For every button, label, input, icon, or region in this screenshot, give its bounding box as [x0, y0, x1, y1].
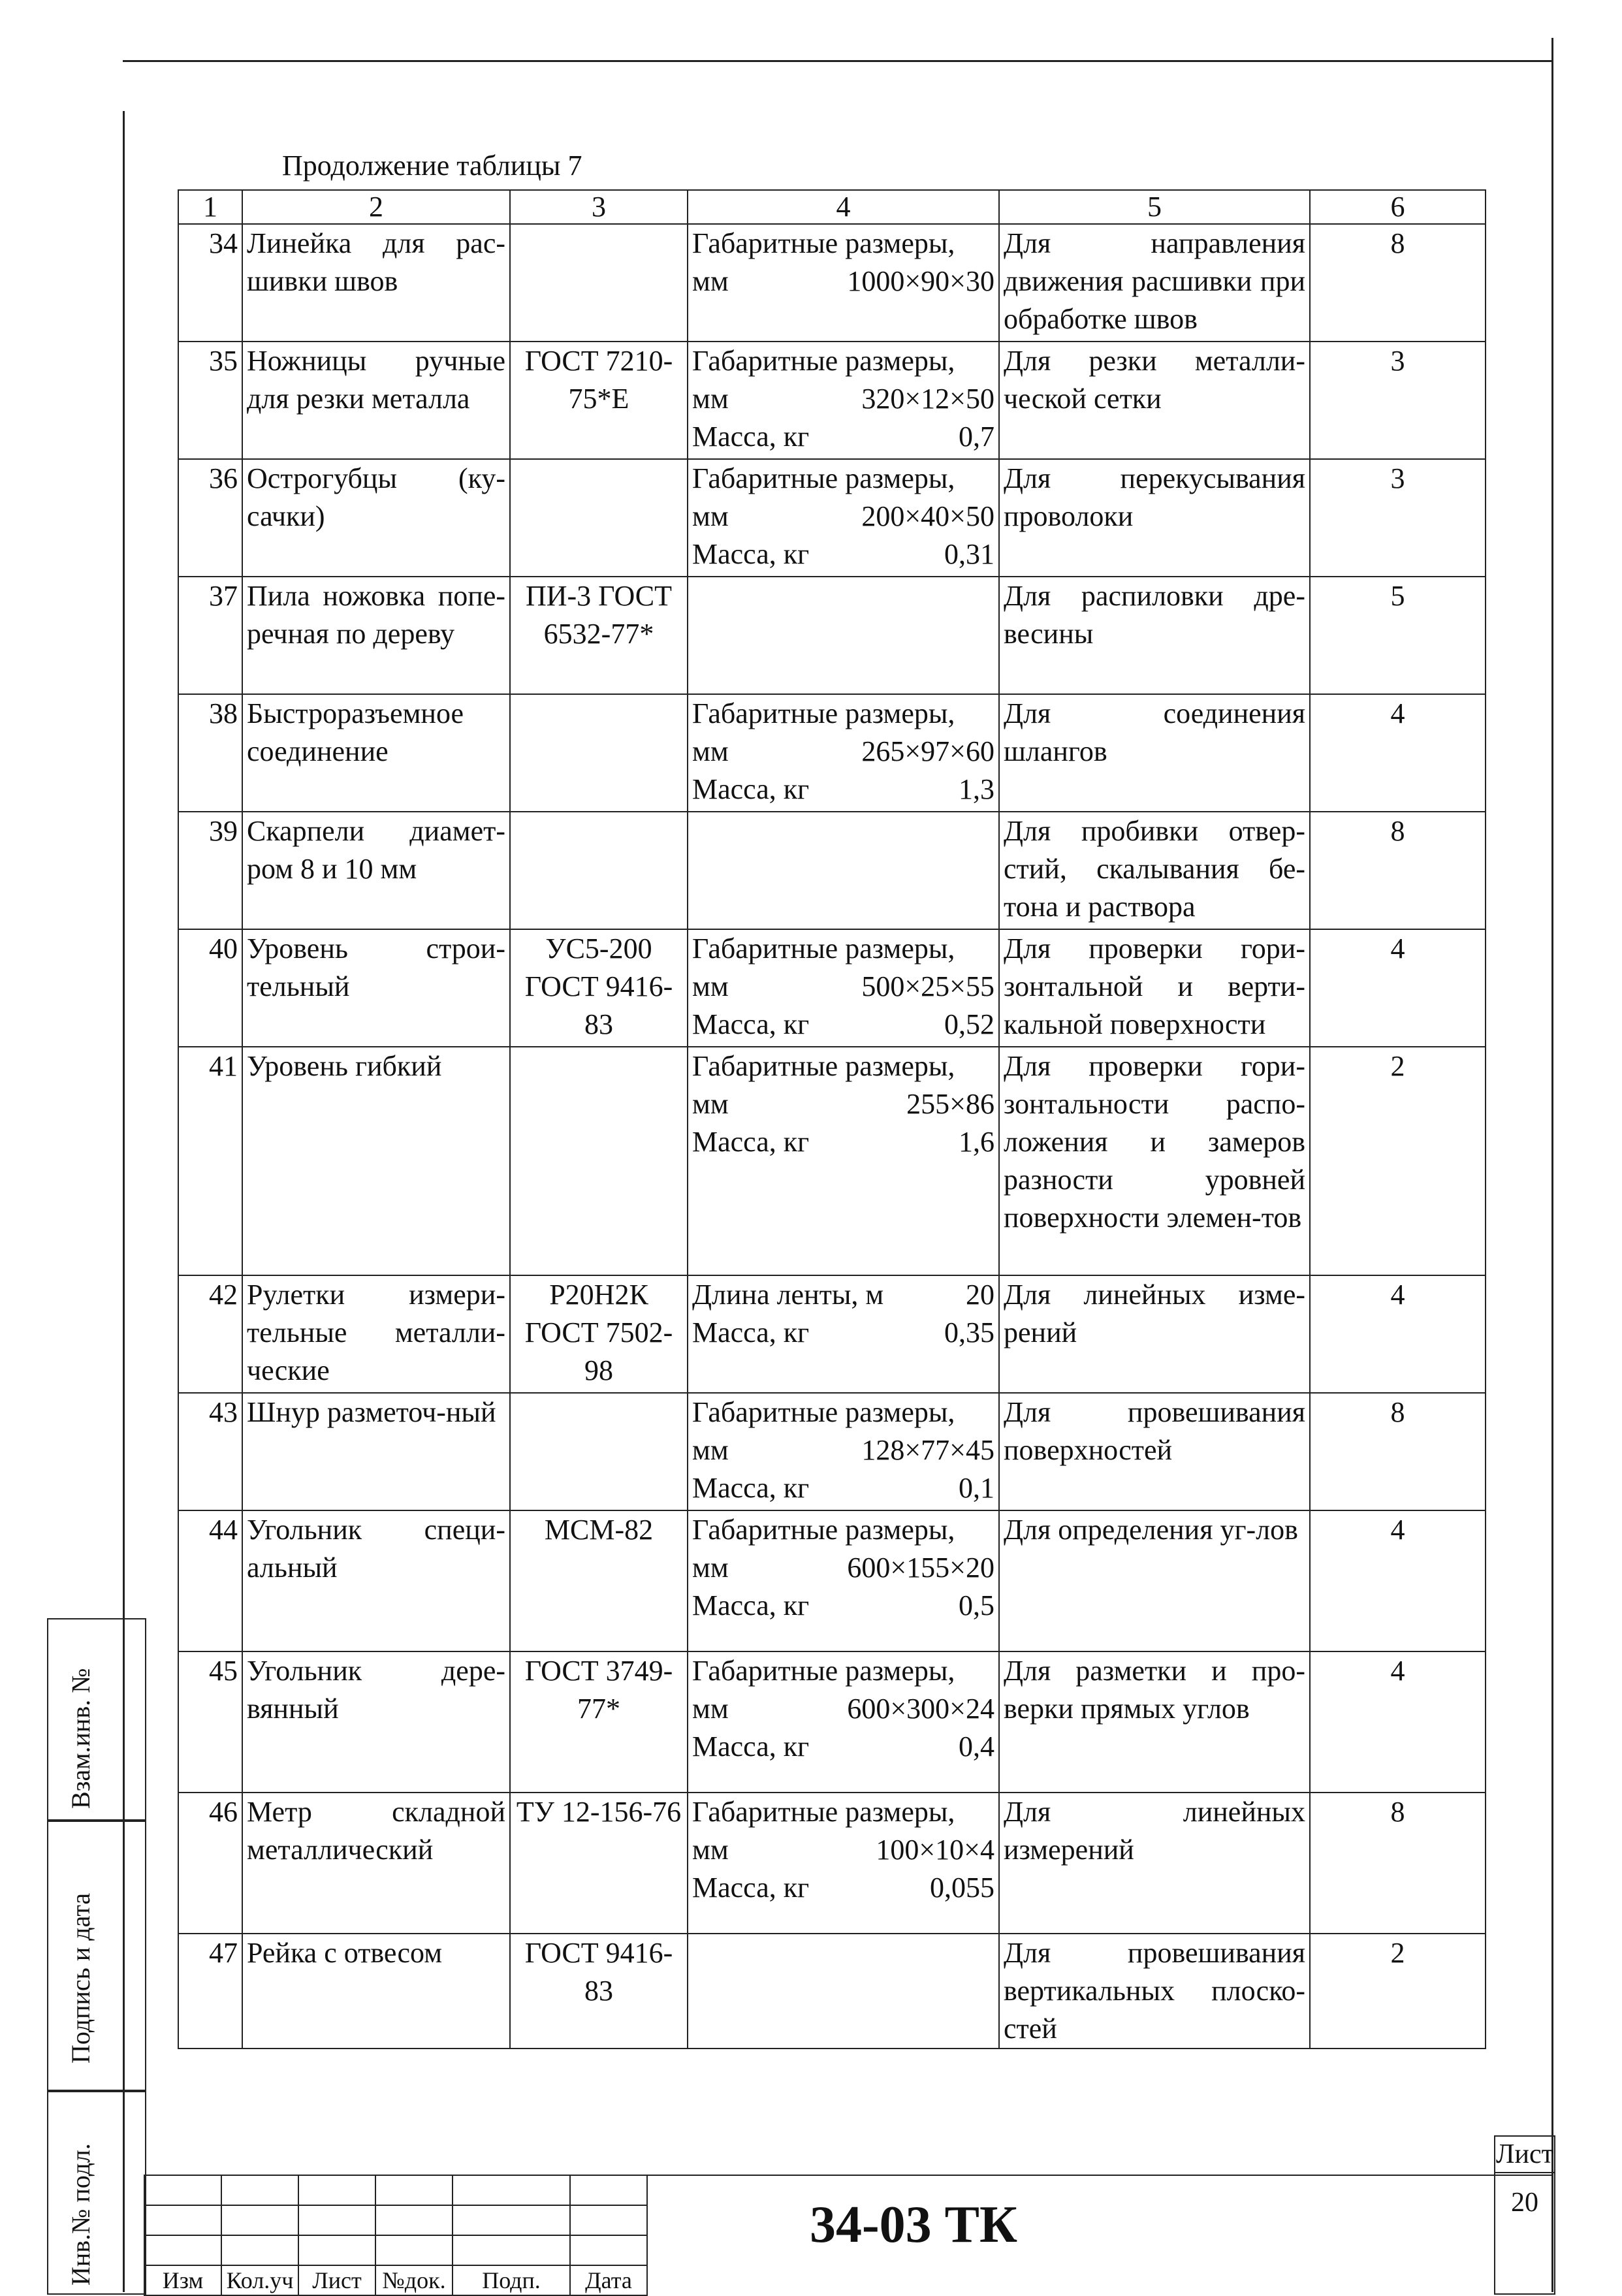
row-quantity-cell: 4	[1310, 1275, 1486, 1393]
param-label: Масса, кг	[692, 1730, 810, 1762]
row-number-cell: 45	[178, 1651, 242, 1793]
row-standard-cell: УС5-200 ГОСТ 9416-83	[510, 929, 688, 1047]
param-value: 265×97×60	[861, 735, 994, 767]
param-line	[692, 1123, 994, 1161]
row-params-cell	[688, 342, 999, 459]
table-row	[178, 1275, 1486, 1393]
header-cell: 1	[178, 190, 242, 224]
title-block-top-line	[144, 2175, 1553, 2176]
param-line	[692, 1869, 994, 1907]
param-line	[692, 968, 994, 1006]
row-standard-cell: ГОСТ 3749-77*	[510, 1651, 688, 1793]
param-label: мм	[692, 1693, 729, 1725]
param-value: 0,52	[944, 1008, 994, 1040]
row-purpose-cell: Для направления движения расшивки при обработке швов	[999, 224, 1310, 342]
param-line	[692, 498, 994, 535]
param-line	[692, 1469, 994, 1507]
param-label: Масса, кг	[692, 773, 810, 805]
side-label-replace-inv: Взам.инв. №	[66, 1668, 95, 1809]
param-value: 0,055	[930, 1872, 994, 1904]
row-name-cell: Угольник специ-альный	[242, 1510, 510, 1651]
param-label: мм	[692, 500, 729, 532]
param-line	[692, 342, 994, 380]
table-row	[178, 694, 1486, 812]
table-header-row	[178, 190, 1486, 224]
header-cell: 6	[1310, 190, 1486, 224]
row-params-cell	[688, 812, 999, 929]
param-label: Габаритные размеры,	[692, 227, 955, 259]
row-quantity-cell: 4	[1310, 929, 1486, 1047]
param-label: мм	[692, 1834, 729, 1866]
row-quantity-cell: 4	[1310, 1510, 1486, 1651]
header-cell: 2	[242, 190, 510, 224]
param-value: 0,35	[944, 1316, 994, 1348]
param-value: 1,3	[959, 773, 994, 805]
param-line	[692, 1431, 994, 1469]
row-number-cell: 42	[178, 1275, 242, 1393]
row-standard-cell	[510, 459, 688, 577]
param-line	[692, 1549, 994, 1587]
param-label: мм	[692, 1088, 729, 1120]
row-name-cell: Угольник дере-вянный	[242, 1651, 510, 1793]
table-row	[178, 1934, 1486, 2049]
row-name-cell: Линейка для рас-шивки швов	[242, 224, 510, 342]
param-value: 200×40×50	[861, 500, 994, 532]
row-name-cell: Уровень строи-тельный	[242, 929, 510, 1047]
row-name-cell: Рулетки измери-тельные металли-ческие	[242, 1275, 510, 1393]
row-standard-cell: Р20Н2К ГОСТ 7502-98	[510, 1275, 688, 1393]
side-label-signature: Подпись и дата	[66, 1892, 95, 2064]
row-standard-cell: ПИ-3 ГОСТ 6532-77*	[510, 577, 688, 694]
row-standard-cell	[510, 812, 688, 929]
row-purpose-cell: Для линейных измерений	[999, 1793, 1310, 1934]
param-label: Длина ленты, м	[692, 1279, 884, 1311]
table-row	[178, 459, 1486, 577]
document-code: 34-03 ТК	[810, 2196, 1018, 2254]
param-line	[692, 1314, 994, 1352]
param-label: Масса, кг	[692, 421, 810, 453]
row-params-cell	[688, 1793, 999, 1934]
sheet-label: Лист	[1495, 2137, 1554, 2173]
param-value: 255×86	[906, 1088, 994, 1120]
row-params-cell	[688, 694, 999, 812]
row-purpose-cell: Для проверки гори-зонтальной и верти-кальной поверхности	[999, 929, 1310, 1047]
table-row	[178, 1393, 1486, 1510]
row-quantity-cell: 4	[1310, 1651, 1486, 1793]
param-line	[692, 263, 994, 300]
param-line	[692, 1652, 994, 1690]
param-label: Габаритные размеры,	[692, 933, 955, 965]
row-params-cell	[688, 1393, 999, 1510]
param-value: 600×155×20	[847, 1552, 994, 1584]
param-value: 100×10×4	[876, 1834, 994, 1866]
param-value: 0,5	[959, 1589, 994, 1621]
param-line	[692, 1276, 994, 1314]
row-quantity-cell: 8	[1310, 812, 1486, 929]
row-params-cell	[688, 1934, 999, 2049]
row-number-cell: 47	[178, 1934, 242, 2049]
param-line	[692, 535, 994, 573]
row-number-cell: 41	[178, 1047, 242, 1275]
param-label: мм	[692, 1552, 729, 1584]
param-label: Габаритные размеры,	[692, 1050, 955, 1082]
row-purpose-cell: Для проверки гори-зонтальности распо-ложения и замеров разности уровней поверхности элемен-тов	[999, 1047, 1310, 1275]
param-label: Габаритные размеры,	[692, 1396, 955, 1428]
param-label: мм	[692, 1434, 729, 1466]
param-label: Масса, кг	[692, 1008, 810, 1040]
row-number-cell: 35	[178, 342, 242, 459]
row-name-cell: Пила ножовка попе-речная по дереву	[242, 577, 510, 694]
revision-grid	[144, 2175, 648, 2296]
param-label: Габаритные размеры,	[692, 697, 955, 729]
col-kol-uch: Кол.уч	[221, 2265, 298, 2295]
table-row	[178, 1047, 1486, 1275]
param-value: 1000×90×30	[847, 265, 994, 297]
row-name-cell: Уровень гибкий	[242, 1047, 510, 1275]
row-purpose-cell: Для определения уг-лов	[999, 1510, 1310, 1651]
row-params-cell	[688, 577, 999, 694]
param-line	[692, 771, 994, 808]
row-standard-cell: МСМ-82	[510, 1510, 688, 1651]
param-value: 600×300×24	[847, 1693, 994, 1725]
param-value: 0,31	[944, 538, 994, 570]
row-params-cell	[688, 1047, 999, 1275]
param-label: Масса, кг	[692, 1472, 810, 1504]
col-date: Дата	[570, 2265, 647, 2295]
side-box-inv-no	[47, 2090, 146, 2295]
sheet-number: 20	[1511, 2188, 1538, 2218]
param-label: мм	[692, 970, 729, 1002]
row-number-cell: 44	[178, 1510, 242, 1651]
param-line	[692, 1085, 994, 1123]
table-row	[178, 224, 1486, 342]
side-box-signature	[47, 1819, 146, 2092]
side-label-inv-no: Инв.№ подл.	[66, 2143, 95, 2286]
frame-top-border	[123, 60, 1553, 62]
param-line	[692, 733, 994, 771]
table-row	[178, 1793, 1486, 1934]
param-label: Габаритные размеры,	[692, 1514, 955, 1546]
row-quantity-cell: 3	[1310, 459, 1486, 577]
row-standard-cell	[510, 1393, 688, 1510]
param-line	[692, 1728, 994, 1766]
param-value: 500×25×55	[861, 970, 994, 1002]
header-cell: 5	[999, 190, 1310, 224]
row-number-cell: 38	[178, 694, 242, 812]
sheet-box	[1494, 2135, 1555, 2295]
row-quantity-cell: 3	[1310, 342, 1486, 459]
row-number-cell: 40	[178, 929, 242, 1047]
param-line	[692, 1511, 994, 1549]
table-row	[178, 1510, 1486, 1651]
table-row	[178, 929, 1486, 1047]
row-params-cell	[688, 224, 999, 342]
row-name-cell: Метр складной металлический	[242, 1793, 510, 1934]
col-izm: Изм	[144, 2265, 221, 2295]
param-label: Габаритные размеры,	[692, 345, 955, 377]
row-purpose-cell: Для перекусывания проволоки	[999, 459, 1310, 577]
row-number-cell: 46	[178, 1793, 242, 1934]
param-value: 0,1	[959, 1472, 994, 1504]
row-number-cell: 43	[178, 1393, 242, 1510]
row-quantity-cell: 8	[1310, 224, 1486, 342]
row-quantity-cell: 2	[1310, 1047, 1486, 1275]
side-box-replace-inv	[47, 1618, 146, 1822]
row-quantity-cell: 8	[1310, 1793, 1486, 1934]
param-line	[692, 1690, 994, 1728]
param-line	[692, 225, 994, 263]
table-row	[178, 1651, 1486, 1793]
param-label: мм	[692, 735, 729, 767]
param-label: Масса, кг	[692, 1316, 810, 1348]
param-value: 128×77×45	[861, 1434, 994, 1466]
param-value: 320×12×50	[861, 383, 994, 415]
row-quantity-cell: 8	[1310, 1393, 1486, 1510]
row-name-cell: Быстроразъемное соединение	[242, 694, 510, 812]
param-line	[692, 380, 994, 418]
row-params-cell	[688, 1275, 999, 1393]
equipment-table	[178, 189, 1486, 2049]
row-number-cell: 36	[178, 459, 242, 577]
param-line	[692, 1793, 994, 1831]
row-standard-cell: ТУ 12-156-76	[510, 1793, 688, 1934]
row-purpose-cell: Для разметки и про-верки прямых углов	[999, 1651, 1310, 1793]
table-row	[178, 577, 1486, 694]
row-params-cell	[688, 459, 999, 577]
row-standard-cell: ГОСТ 9416-83	[510, 1934, 688, 2049]
row-name-cell: Ножницы ручные для резки металла	[242, 342, 510, 459]
param-line	[692, 930, 994, 968]
param-line	[692, 418, 994, 456]
row-standard-cell: ГОСТ 7210-75*Е	[510, 342, 688, 459]
row-name-cell: Шнур разметоч-ный	[242, 1393, 510, 1510]
param-value: 0,7	[959, 421, 994, 453]
row-number-cell: 39	[178, 812, 242, 929]
col-doc-no: №док.	[375, 2265, 453, 2295]
row-params-cell	[688, 929, 999, 1047]
header-cell: 3	[510, 190, 688, 224]
param-label: мм	[692, 383, 729, 415]
row-quantity-cell: 2	[1310, 1934, 1486, 2049]
row-params-cell	[688, 1651, 999, 1793]
table-row	[178, 342, 1486, 459]
param-line	[692, 695, 994, 733]
row-quantity-cell: 4	[1310, 694, 1486, 812]
param-value: 0,4	[959, 1730, 994, 1762]
param-line	[692, 1006, 994, 1044]
header-cell: 4	[688, 190, 999, 224]
row-standard-cell	[510, 694, 688, 812]
row-quantity-cell: 5	[1310, 577, 1486, 694]
row-purpose-cell: Для резки металли-ческой сетки	[999, 342, 1310, 459]
row-purpose-cell: Для распиловки дре-весины	[999, 577, 1310, 694]
param-label: мм	[692, 265, 729, 297]
row-name-cell: Скарпели диамет-ром 8 и 10 мм	[242, 812, 510, 929]
row-name-cell: Рейка с отвесом	[242, 1934, 510, 2049]
frame-right-border	[1551, 38, 1553, 2292]
param-label: Габаритные размеры,	[692, 1655, 955, 1687]
param-label: Масса, кг	[692, 1872, 810, 1904]
row-params-cell	[688, 1510, 999, 1651]
row-name-cell: Острогубцы (ку-сачки)	[242, 459, 510, 577]
param-line	[692, 460, 994, 498]
param-label: Масса, кг	[692, 1126, 810, 1158]
row-purpose-cell: Для провешивания поверхностей	[999, 1393, 1310, 1510]
table-row	[178, 812, 1486, 929]
table-caption: Продолжение таблицы 7	[282, 150, 582, 182]
row-purpose-cell: Для соединения шлангов	[999, 694, 1310, 812]
param-value: 1,6	[959, 1126, 994, 1158]
param-label: Габаритные размеры,	[692, 462, 955, 494]
row-purpose-cell: Для линейных изме-рений	[999, 1275, 1310, 1393]
param-label: Габаритные размеры,	[692, 1796, 955, 1828]
col-signature: Подп.	[453, 2265, 570, 2295]
param-value: 20	[966, 1279, 994, 1311]
param-label: Масса, кг	[692, 1589, 810, 1621]
row-purpose-cell: Для пробивки отвер-стий, скалывания бе-тона и раствора	[999, 812, 1310, 929]
param-line	[692, 1587, 994, 1625]
row-purpose-cell: Для провешивания вертикальных плоско-стей	[999, 1934, 1310, 2049]
row-number-cell: 37	[178, 577, 242, 694]
row-standard-cell	[510, 1047, 688, 1275]
param-label: Масса, кг	[692, 538, 810, 570]
param-line	[692, 1831, 994, 1869]
row-number-cell: 34	[178, 224, 242, 342]
row-standard-cell	[510, 224, 688, 342]
param-line	[692, 1047, 994, 1085]
col-list: Лист	[298, 2265, 375, 2295]
param-line	[692, 1394, 994, 1431]
